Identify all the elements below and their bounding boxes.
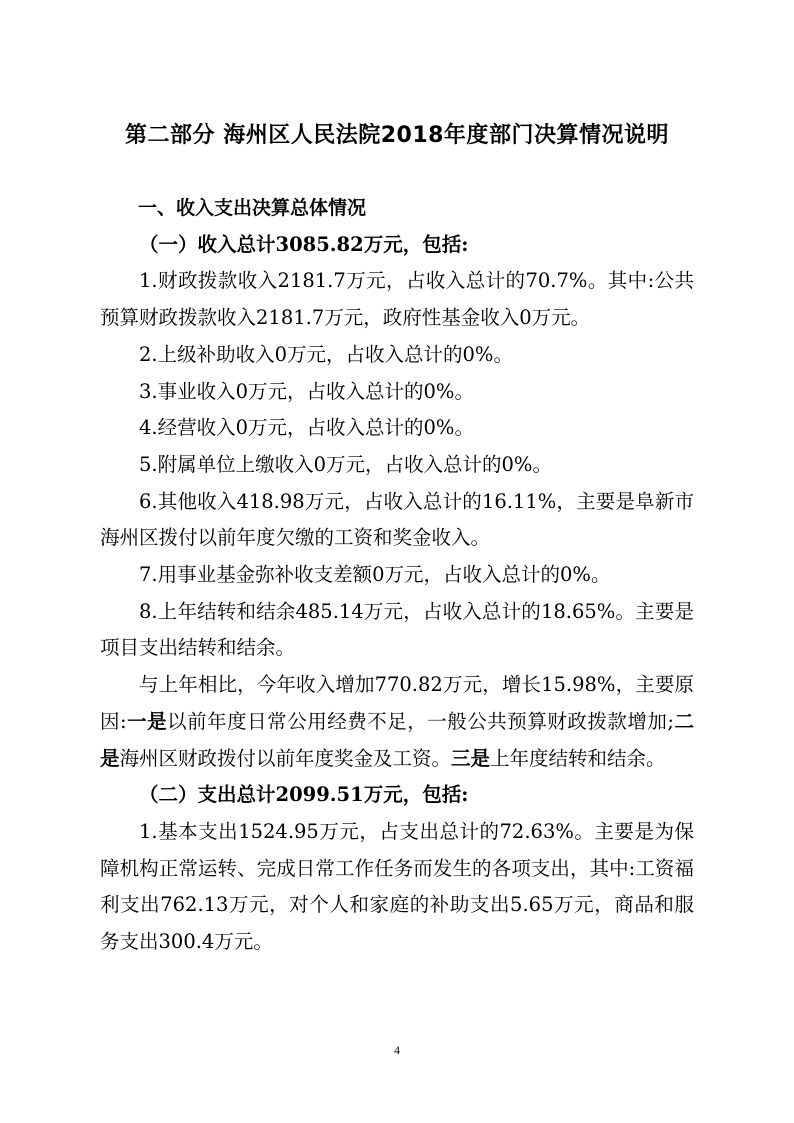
income-item-2: 2.上级补助收入0万元，占收入总计的0%。	[139, 342, 513, 366]
income-item-5: 5.附属单位上缴收入0万元，占收入总计的0%。	[139, 452, 552, 476]
income-item-4: 4.经营收入0万元，占收入总计的0%。	[139, 416, 474, 440]
reason-1-label: 一是	[126, 709, 168, 733]
reason-3-label: 三是	[451, 746, 491, 770]
expense-item-1: 1.基本支出1524.95万元，占支出总计的72.63%。主要是为保障机构正常运转、完成日常工作任务而发生的各项支出，其中:工资福利支出762.13万元，对个人和家庭的补助支出5.65万元，商品和服务支出300.4万元。	[100, 819, 694, 954]
comparison-text-4: 上年度结转和结余。	[490, 746, 666, 770]
income-item-8: 8.上年结转和结余485.14万元，占收入总计的18.65%。主要是项目支出结转和结余。	[100, 599, 694, 660]
comparison-text-3: 海州区财政拨付以前年度奖金及工资。	[119, 746, 452, 770]
income-comparison-paragraph	[100, 667, 694, 777]
comparison-text-2: 以前年度日常公用经费不足，一般公共预算财政拨款增加;	[167, 709, 674, 733]
expense-heading: （二）支出总计2099.51万元，包括:	[139, 783, 469, 807]
comparison-text-1: 与上年相比，今年收入增加770.82万元，增长15.98%，主要原因:	[100, 673, 694, 733]
page-title: 第二部分 海州区人民法院2018年度部门决算情况说明	[125, 123, 669, 148]
income-item-3: 3.事业收入0万元，占收入总计的0%。	[139, 379, 474, 403]
document-body	[100, 190, 694, 961]
reason-2-label: 二是	[100, 709, 694, 770]
income-heading: （一）收入总计3085.82万元，包括:	[139, 232, 469, 256]
income-item-7: 7.用事业基金弥补收支差额0万元，占收入总计的0%。	[139, 563, 611, 587]
income-item-1: 1.财政拨款收入2181.7万元，占收入总计的70.7%。其中:公共预算财政拨款收入2181.7万元，政府性基金收入0万元。	[100, 269, 694, 330]
page-number: 4	[394, 1043, 400, 1057]
section-heading: 一、收入支出决算总体情况	[138, 197, 367, 219]
income-item-6: 6.其他收入418.98万元，占收入总计的16.11%，主要是阜新市海州区拨付以前年度欠缴的工资和奖金收入。	[100, 489, 694, 550]
